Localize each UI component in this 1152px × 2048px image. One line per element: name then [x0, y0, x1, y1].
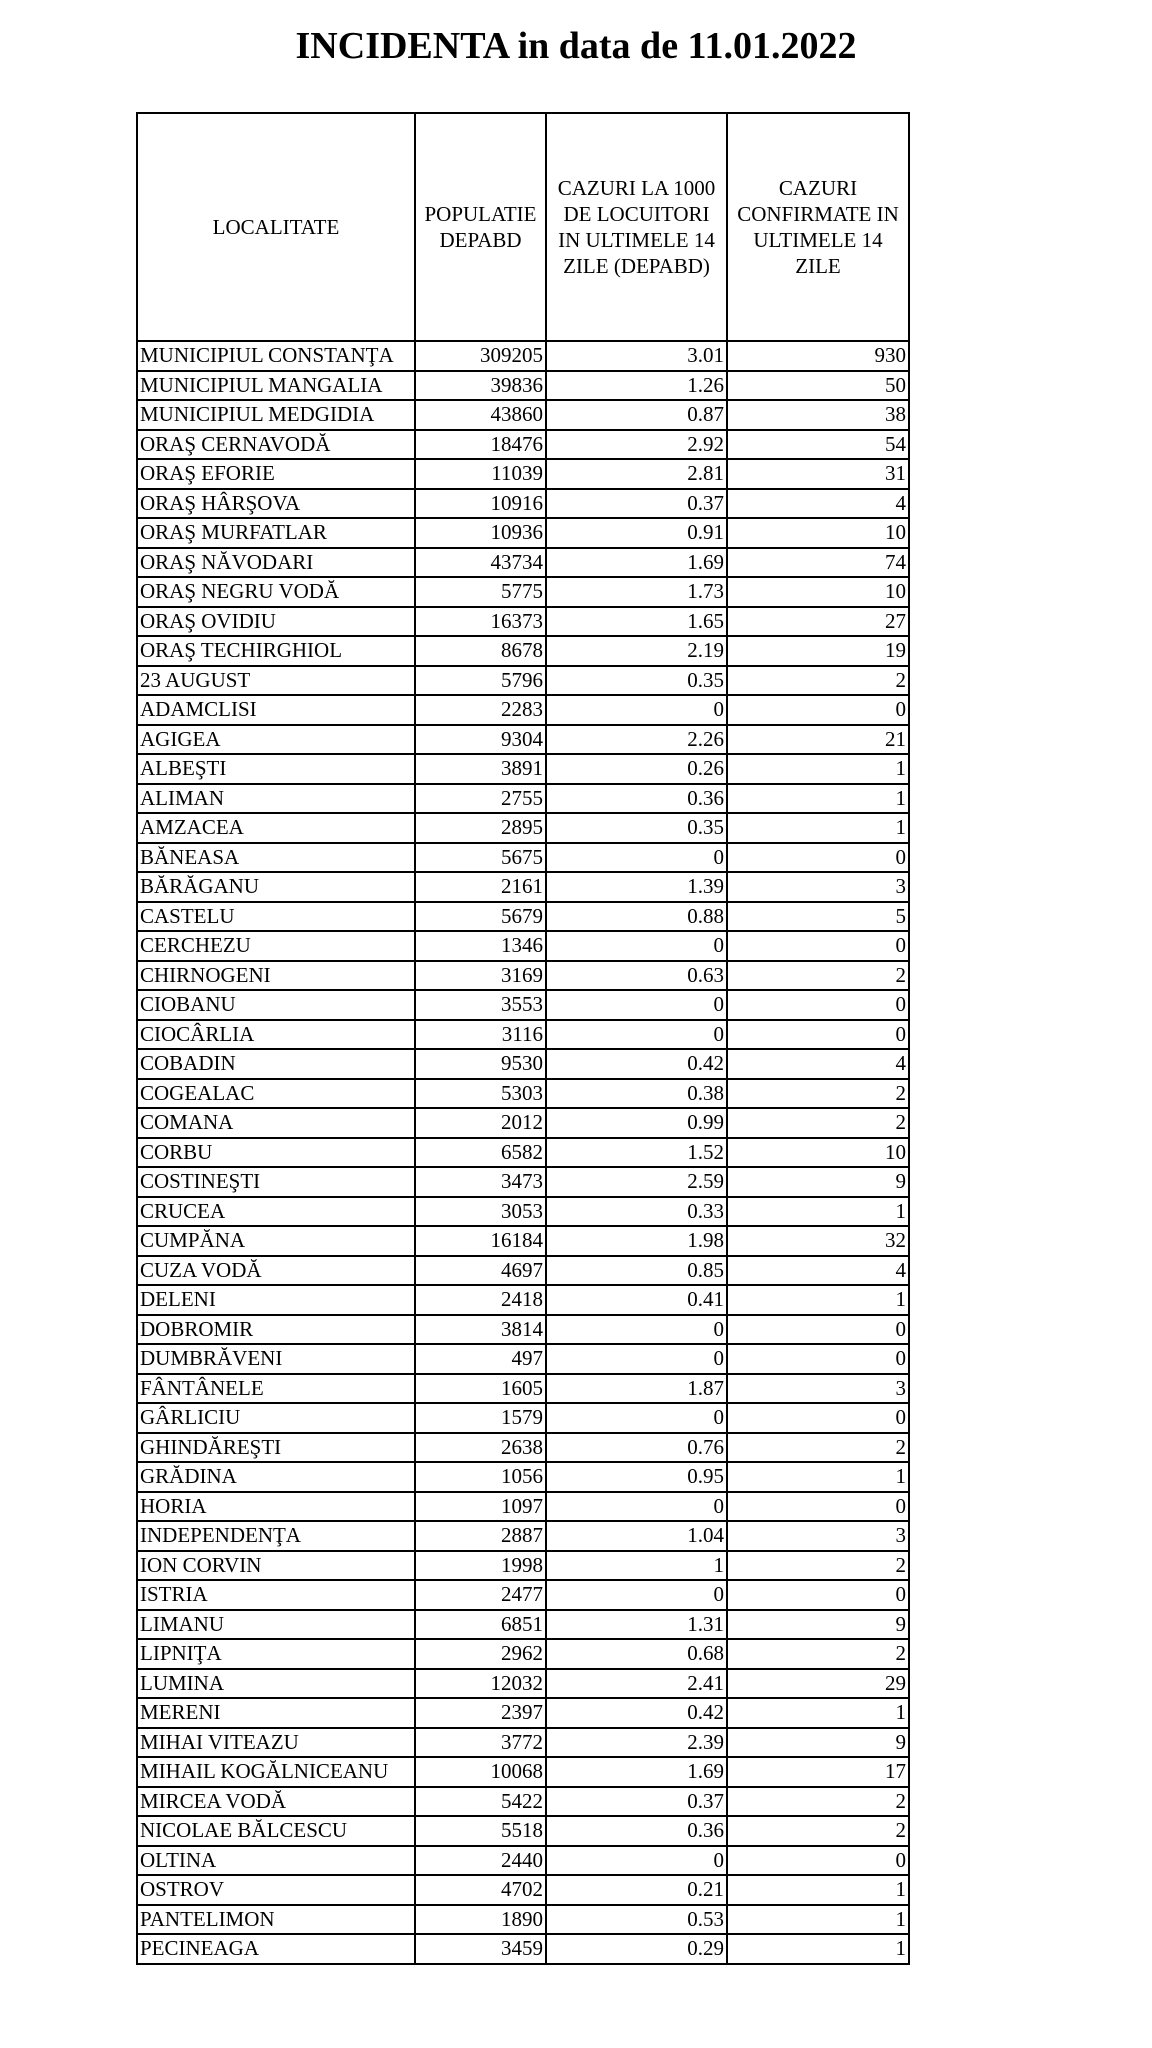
cases-cell: 1 [727, 754, 909, 784]
cases-cell: 0 [727, 931, 909, 961]
population-cell: 39836 [415, 371, 546, 401]
table-row [137, 1403, 909, 1433]
cases-cell: 0 [727, 695, 909, 725]
rate-cell: 0.36 [546, 1816, 727, 1846]
table-row [137, 341, 909, 371]
locality-cell: LIMANU [137, 1610, 415, 1640]
population-cell: 3169 [415, 961, 546, 991]
locality-cell: ORAŞ CERNAVODĂ [137, 430, 415, 460]
rate-cell: 0.68 [546, 1639, 727, 1669]
locality-cell: DELENI [137, 1285, 415, 1315]
locality-cell: LUMINA [137, 1669, 415, 1699]
cases-cell: 9 [727, 1167, 909, 1197]
table-row [137, 1285, 909, 1315]
incidence-table-container [136, 112, 910, 1965]
table-row [137, 1669, 909, 1699]
locality-cell: MIRCEA VODĂ [137, 1787, 415, 1817]
population-cell: 3772 [415, 1728, 546, 1758]
cases-cell: 4 [727, 1256, 909, 1286]
rate-cell: 1.73 [546, 577, 727, 607]
table-row [137, 843, 909, 873]
locality-cell: MERENI [137, 1698, 415, 1728]
locality-cell: CHIRNOGENI [137, 961, 415, 991]
rate-cell: 0.21 [546, 1875, 727, 1905]
locality-cell: ORAŞ HÂRŞOVA [137, 489, 415, 519]
locality-cell: COBADIN [137, 1049, 415, 1079]
rate-cell: 0 [546, 1492, 727, 1522]
locality-cell: ION CORVIN [137, 1551, 415, 1581]
rate-cell: 1 [546, 1551, 727, 1581]
table-row [137, 1344, 909, 1374]
rate-cell: 2.81 [546, 459, 727, 489]
table-row [137, 1197, 909, 1227]
locality-cell: ORAŞ OVIDIU [137, 607, 415, 637]
locality-cell: GÂRLICIU [137, 1403, 415, 1433]
cases-cell: 930 [727, 341, 909, 371]
table-row [137, 1462, 909, 1492]
population-cell: 18476 [415, 430, 546, 460]
cases-cell: 3 [727, 1521, 909, 1551]
table-row [137, 1816, 909, 1846]
cases-cell: 1 [727, 1905, 909, 1935]
incidence-table [136, 112, 910, 1965]
rate-cell: 0.42 [546, 1698, 727, 1728]
population-cell: 12032 [415, 1669, 546, 1699]
population-cell: 2895 [415, 813, 546, 843]
cases-cell: 0 [727, 1846, 909, 1876]
rate-cell: 0 [546, 1344, 727, 1374]
rate-cell: 0 [546, 1020, 727, 1050]
population-cell: 3891 [415, 754, 546, 784]
rate-cell: 0.29 [546, 1934, 727, 1964]
cases-cell: 27 [727, 607, 909, 637]
table-row [137, 1020, 909, 1050]
rate-cell: 0.36 [546, 784, 727, 814]
population-cell: 1998 [415, 1551, 546, 1581]
population-cell: 309205 [415, 341, 546, 371]
population-cell: 6582 [415, 1138, 546, 1168]
rate-cell: 1.39 [546, 872, 727, 902]
population-cell: 3814 [415, 1315, 546, 1345]
cases-cell: 1 [727, 813, 909, 843]
locality-cell: HORIA [137, 1492, 415, 1522]
table-row [137, 1551, 909, 1581]
cases-cell: 54 [727, 430, 909, 460]
cases-cell: 2 [727, 1639, 909, 1669]
population-cell: 1890 [415, 1905, 546, 1935]
table-row [137, 548, 909, 578]
locality-cell: BĂNEASA [137, 843, 415, 873]
locality-cell: MUNICIPIUL MANGALIA [137, 371, 415, 401]
cases-cell: 5 [727, 902, 909, 932]
table-row [137, 636, 909, 666]
locality-cell: GHINDĂREŞTI [137, 1433, 415, 1463]
locality-cell: FÂNTÂNELE [137, 1374, 415, 1404]
locality-cell: ORAŞ NEGRU VODĂ [137, 577, 415, 607]
table-row [137, 1079, 909, 1109]
table-row [137, 1108, 909, 1138]
locality-cell: MUNICIPIUL MEDGIDIA [137, 400, 415, 430]
table-row [137, 430, 909, 460]
rate-cell: 0 [546, 931, 727, 961]
locality-cell: AGIGEA [137, 725, 415, 755]
rate-cell: 1.26 [546, 371, 727, 401]
locality-cell: GRĂDINA [137, 1462, 415, 1492]
cases-cell: 10 [727, 518, 909, 548]
population-cell: 1056 [415, 1462, 546, 1492]
rate-cell: 0.53 [546, 1905, 727, 1935]
locality-cell: ADAMCLISI [137, 695, 415, 725]
cases-cell: 0 [727, 1492, 909, 1522]
population-cell: 9304 [415, 725, 546, 755]
locality-cell: CASTELU [137, 902, 415, 932]
rate-cell: 2.39 [546, 1728, 727, 1758]
cases-cell: 2 [727, 1551, 909, 1581]
population-cell: 3553 [415, 990, 546, 1020]
header-localitate: LOCALITATE [137, 113, 415, 341]
table-row [137, 1905, 909, 1935]
locality-cell: COMANA [137, 1108, 415, 1138]
cases-cell: 50 [727, 371, 909, 401]
cases-cell: 4 [727, 1049, 909, 1079]
population-cell: 8678 [415, 636, 546, 666]
locality-cell: ORAŞ EFORIE [137, 459, 415, 489]
table-row [137, 725, 909, 755]
rate-cell: 1.69 [546, 548, 727, 578]
population-cell: 3473 [415, 1167, 546, 1197]
locality-cell: CUZA VODĂ [137, 1256, 415, 1286]
rate-cell: 3.01 [546, 341, 727, 371]
population-cell: 2638 [415, 1433, 546, 1463]
table-row [137, 1757, 909, 1787]
table-row [137, 813, 909, 843]
population-cell: 11039 [415, 459, 546, 489]
table-row [137, 1580, 909, 1610]
population-cell: 2887 [415, 1521, 546, 1551]
population-cell: 1605 [415, 1374, 546, 1404]
population-cell: 2161 [415, 872, 546, 902]
table-row [137, 1639, 909, 1669]
rate-cell: 1.31 [546, 1610, 727, 1640]
table-row [137, 1226, 909, 1256]
population-cell: 5796 [415, 666, 546, 696]
table-row [137, 607, 909, 637]
rate-cell: 1.04 [546, 1521, 727, 1551]
rate-cell: 0.91 [546, 518, 727, 548]
population-cell: 3459 [415, 1934, 546, 1964]
document-title: INCIDENTA in data de 11.01.2022 [295, 25, 857, 67]
table-row [137, 1875, 909, 1905]
population-cell: 9530 [415, 1049, 546, 1079]
locality-cell: OLTINA [137, 1846, 415, 1876]
population-cell: 6851 [415, 1610, 546, 1640]
locality-cell: BĂRĂGANU [137, 872, 415, 902]
population-cell: 1346 [415, 931, 546, 961]
cases-cell: 1 [727, 1197, 909, 1227]
locality-cell: MIHAIL KOGĂLNICEANU [137, 1757, 415, 1787]
rate-cell: 0 [546, 990, 727, 1020]
locality-cell: ORAŞ TECHIRGHIOL [137, 636, 415, 666]
cases-cell: 2 [727, 1108, 909, 1138]
table-row [137, 1256, 909, 1286]
locality-cell: ALBEŞTI [137, 754, 415, 784]
cases-cell: 0 [727, 1020, 909, 1050]
population-cell: 2012 [415, 1108, 546, 1138]
cases-cell: 0 [727, 843, 909, 873]
table-row [137, 1521, 909, 1551]
table-body [137, 341, 909, 1964]
cases-cell: 1 [727, 1698, 909, 1728]
locality-cell: CIOCÂRLIA [137, 1020, 415, 1050]
header-rate: CAZURI LA 1000 DE LOCUITORI IN ULTIMELE 14 ZILE (DEPABD) [546, 113, 727, 341]
cases-cell: 17 [727, 1757, 909, 1787]
cases-cell: 3 [727, 1374, 909, 1404]
cases-cell: 2 [727, 1433, 909, 1463]
population-cell: 3053 [415, 1197, 546, 1227]
table-row [137, 695, 909, 725]
rate-cell: 1.52 [546, 1138, 727, 1168]
locality-cell: ORAŞ NĂVODARI [137, 548, 415, 578]
population-cell: 5775 [415, 577, 546, 607]
table-row [137, 1610, 909, 1640]
cases-cell: 32 [727, 1226, 909, 1256]
cases-cell: 0 [727, 990, 909, 1020]
rate-cell: 1.98 [546, 1226, 727, 1256]
cases-cell: 2 [727, 1816, 909, 1846]
rate-cell: 0.42 [546, 1049, 727, 1079]
table-row [137, 518, 909, 548]
locality-cell: DUMBRĂVENI [137, 1344, 415, 1374]
locality-cell: PANTELIMON [137, 1905, 415, 1935]
cases-cell: 9 [727, 1610, 909, 1640]
locality-cell: COSTINEŞTI [137, 1167, 415, 1197]
locality-cell: ALIMAN [137, 784, 415, 814]
cases-cell: 38 [727, 400, 909, 430]
table-header-row [137, 113, 909, 341]
rate-cell: 0.99 [546, 1108, 727, 1138]
table-row [137, 1433, 909, 1463]
locality-cell: ISTRIA [137, 1580, 415, 1610]
rate-cell: 0.26 [546, 754, 727, 784]
locality-cell: MUNICIPIUL CONSTANŢA [137, 341, 415, 371]
locality-cell: CRUCEA [137, 1197, 415, 1227]
rate-cell: 0.37 [546, 489, 727, 519]
rate-cell: 2.41 [546, 1669, 727, 1699]
rate-cell: 1.87 [546, 1374, 727, 1404]
table-row [137, 1846, 909, 1876]
cases-cell: 0 [727, 1403, 909, 1433]
population-cell: 43734 [415, 548, 546, 578]
table-row [137, 1167, 909, 1197]
rate-cell: 1.69 [546, 1757, 727, 1787]
cases-cell: 1 [727, 1462, 909, 1492]
table-row [137, 400, 909, 430]
locality-cell: MIHAI VITEAZU [137, 1728, 415, 1758]
rate-cell: 0 [546, 1580, 727, 1610]
rate-cell: 2.59 [546, 1167, 727, 1197]
cases-cell: 1 [727, 1285, 909, 1315]
table-row [137, 1492, 909, 1522]
cases-cell: 1 [727, 784, 909, 814]
population-cell: 5303 [415, 1079, 546, 1109]
rate-cell: 0.35 [546, 813, 727, 843]
cases-cell: 2 [727, 961, 909, 991]
rate-cell: 2.26 [546, 725, 727, 755]
cases-cell: 0 [727, 1344, 909, 1374]
population-cell: 2397 [415, 1698, 546, 1728]
locality-cell: PECINEAGA [137, 1934, 415, 1964]
rate-cell: 0.76 [546, 1433, 727, 1463]
cases-cell: 21 [727, 725, 909, 755]
population-cell: 2755 [415, 784, 546, 814]
table-row [137, 1728, 909, 1758]
table-row [137, 1049, 909, 1079]
population-cell: 10916 [415, 489, 546, 519]
rate-cell: 0.38 [546, 1079, 727, 1109]
locality-cell: OSTROV [137, 1875, 415, 1905]
cases-cell: 10 [727, 1138, 909, 1168]
population-cell: 5675 [415, 843, 546, 873]
rate-cell: 0 [546, 1315, 727, 1345]
rate-cell: 0 [546, 843, 727, 873]
rate-cell: 0 [546, 695, 727, 725]
population-cell: 10936 [415, 518, 546, 548]
header-cases: CAZURI CONFIRMATE IN ULTIMELE 14 ZILE [727, 113, 909, 341]
rate-cell: 0.88 [546, 902, 727, 932]
table-row [137, 371, 909, 401]
rate-cell: 0 [546, 1403, 727, 1433]
cases-cell: 4 [727, 489, 909, 519]
cases-cell: 0 [727, 1580, 909, 1610]
cases-cell: 2 [727, 1787, 909, 1817]
table-row [137, 754, 909, 784]
table-row [137, 931, 909, 961]
table-row [137, 459, 909, 489]
locality-cell: CIOBANU [137, 990, 415, 1020]
table-row [137, 1934, 909, 1964]
locality-cell: LIPNIŢA [137, 1639, 415, 1669]
header-populatie: POPULATIE DEPABD [415, 113, 546, 341]
rate-cell: 0.63 [546, 961, 727, 991]
table-row [137, 577, 909, 607]
table-row [137, 489, 909, 519]
locality-cell: NICOLAE BĂLCESCU [137, 1816, 415, 1846]
population-cell: 16373 [415, 607, 546, 637]
rate-cell: 0 [546, 1846, 727, 1876]
rate-cell: 0.37 [546, 1787, 727, 1817]
cases-cell: 1 [727, 1875, 909, 1905]
table-row [137, 1315, 909, 1345]
population-cell: 2477 [415, 1580, 546, 1610]
rate-cell: 1.65 [546, 607, 727, 637]
table-row [137, 872, 909, 902]
locality-cell: AMZACEA [137, 813, 415, 843]
population-cell: 5679 [415, 902, 546, 932]
table-row [137, 1787, 909, 1817]
rate-cell: 0.35 [546, 666, 727, 696]
locality-cell: 23 AUGUST [137, 666, 415, 696]
table-row [137, 1698, 909, 1728]
locality-cell: ORAŞ MURFATLAR [137, 518, 415, 548]
locality-cell: DOBROMIR [137, 1315, 415, 1345]
locality-cell: INDEPENDENŢA [137, 1521, 415, 1551]
locality-cell: COGEALAC [137, 1079, 415, 1109]
population-cell: 16184 [415, 1226, 546, 1256]
table-row [137, 902, 909, 932]
table-row [137, 961, 909, 991]
locality-cell: CUMPĂNA [137, 1226, 415, 1256]
population-cell: 2962 [415, 1639, 546, 1669]
population-cell: 10068 [415, 1757, 546, 1787]
rate-cell: 0.95 [546, 1462, 727, 1492]
cases-cell: 74 [727, 548, 909, 578]
population-cell: 497 [415, 1344, 546, 1374]
rate-cell: 0.85 [546, 1256, 727, 1286]
table-row [137, 1374, 909, 1404]
rate-cell: 2.92 [546, 430, 727, 460]
locality-cell: CORBU [137, 1138, 415, 1168]
population-cell: 5422 [415, 1787, 546, 1817]
population-cell: 43860 [415, 400, 546, 430]
cases-cell: 3 [727, 872, 909, 902]
cases-cell: 19 [727, 636, 909, 666]
cases-cell: 9 [727, 1728, 909, 1758]
cases-cell: 0 [727, 1315, 909, 1345]
table-row [137, 666, 909, 696]
population-cell: 3116 [415, 1020, 546, 1050]
rate-cell: 0.33 [546, 1197, 727, 1227]
table-row [137, 784, 909, 814]
table-row [137, 1138, 909, 1168]
population-cell: 4697 [415, 1256, 546, 1286]
population-cell: 2440 [415, 1846, 546, 1876]
population-cell: 1579 [415, 1403, 546, 1433]
cases-cell: 31 [727, 459, 909, 489]
rate-cell: 0.87 [546, 400, 727, 430]
cases-cell: 1 [727, 1934, 909, 1964]
cases-cell: 2 [727, 666, 909, 696]
cases-cell: 10 [727, 577, 909, 607]
table-row [137, 990, 909, 1020]
population-cell: 5518 [415, 1816, 546, 1846]
population-cell: 4702 [415, 1875, 546, 1905]
cases-cell: 29 [727, 1669, 909, 1699]
rate-cell: 2.19 [546, 636, 727, 666]
cases-cell: 2 [727, 1079, 909, 1109]
population-cell: 1097 [415, 1492, 546, 1522]
rate-cell: 0.41 [546, 1285, 727, 1315]
population-cell: 2283 [415, 695, 546, 725]
population-cell: 2418 [415, 1285, 546, 1315]
locality-cell: CERCHEZU [137, 931, 415, 961]
